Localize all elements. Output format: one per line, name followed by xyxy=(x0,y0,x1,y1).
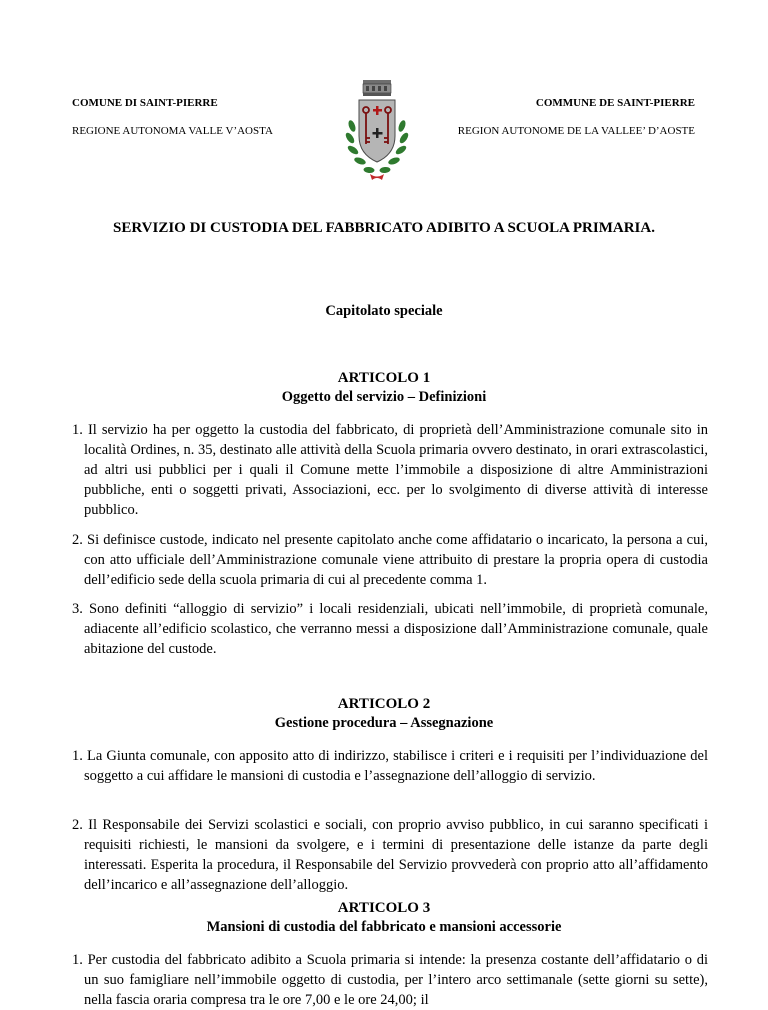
article-1-heading: Oggetto del servizio – Definizioni xyxy=(281,389,487,405)
article-1-paragraph-1: 1. Il servizio ha per oggetto la custodia del fabbricato, di proprietà dell’Amministrazione comunale sito in località Ordines, n. 35, destinato alle attività della Scuola primaria ovvero destinato, in orari extrascolastici, ad altri usi pubblici per i quali il Comune mette l’immobile a disposizione di altre Amministrazioni pubbliche, enti o soggetti privati, Associazioni, ecc. per lo svolgimento di diverse attività di interesse pubblico. xyxy=(72,422,708,518)
document-subtitle: Capitolato speciale xyxy=(325,303,443,319)
article-1-number: ARTICOLO 1 xyxy=(337,370,431,386)
article-1-paragraph-2: 2. Si definisce custode, indicato nel presente capitolato anche come affidatario o incaricato, la persona a cui, con atto ufficiale dell’Amministrazione comunale viene attribuito di prestare la propria opera di custodia dell’edificio sede della scuola primaria di cui al precedente comma 1. xyxy=(72,532,708,588)
header-left-subtitle: REGIONE AUTONOMA VALLE V’AOSTA xyxy=(72,125,273,137)
article-3-heading: Mansioni di custodia del fabbricato e mansioni accessorie xyxy=(206,919,562,935)
article-1-paragraph-3: 3. Sono definiti “alloggio di servizio” i locali residenziali, ubicati nell’immobile, di proprietà comunale, adiacente all’edificio scolastico, che verranno messi a disposizione dall’Amministrazione comunale, quale abitazione del custode. xyxy=(72,601,708,657)
article-2-paragraph-2: 2. Il Responsabile dei Servizi scolastici e sociali, con proprio avviso pubblico, in cui saranno specificati i requisiti richiesti, le mansioni da svolgere, e i termini di presentazione delle istanze da parte degli interessati. Esperita la procedura, il Responsabile del Servizio provvederà con proprio atto all’affidamento dell’incarico e all’assegnazione dell’alloggio. xyxy=(72,817,708,893)
article-3-paragraph-1: 1. Per custodia del fabbricato adibito a Scuola primaria si intende: la presenza costante dell’affidatario o di un suo famigliare nell’immobile oggetto di custodia, per l’intero arco settimanale (sette giorni su sette), nella fascia oraria compresa tra le ore 7,00 e le ore 24,00; il xyxy=(72,952,708,1008)
document-title: SERVIZIO DI CUSTODIA DEL FABBRICATO ADIBITO A SCUOLA PRIMARIA. xyxy=(113,220,655,236)
article-2-number: ARTICOLO 2 xyxy=(337,696,431,712)
article-3-number: ARTICOLO 3 xyxy=(337,900,431,916)
header-right-subtitle: REGION AUTONOME DE LA VALLEE’ D’AOSTE xyxy=(457,125,695,137)
article-2-paragraph-1: 1. La Giunta comunale, con apposito atto di indirizzo, stabilisce i criteri e i requisiti per l’individuazione del soggetto a cui affidare le mansioni di custodia e l’assegnazione dell’alloggio di servizio. xyxy=(72,748,708,784)
coat-of-arms-icon xyxy=(332,78,422,182)
header-left-title: COMUNE DI SAINT-PIERRE xyxy=(72,97,218,109)
article-2-heading: Gestione procedura – Assegnazione xyxy=(274,715,494,731)
header-right-title: COMMUNE DE SAINT-PIERRE xyxy=(535,97,695,109)
